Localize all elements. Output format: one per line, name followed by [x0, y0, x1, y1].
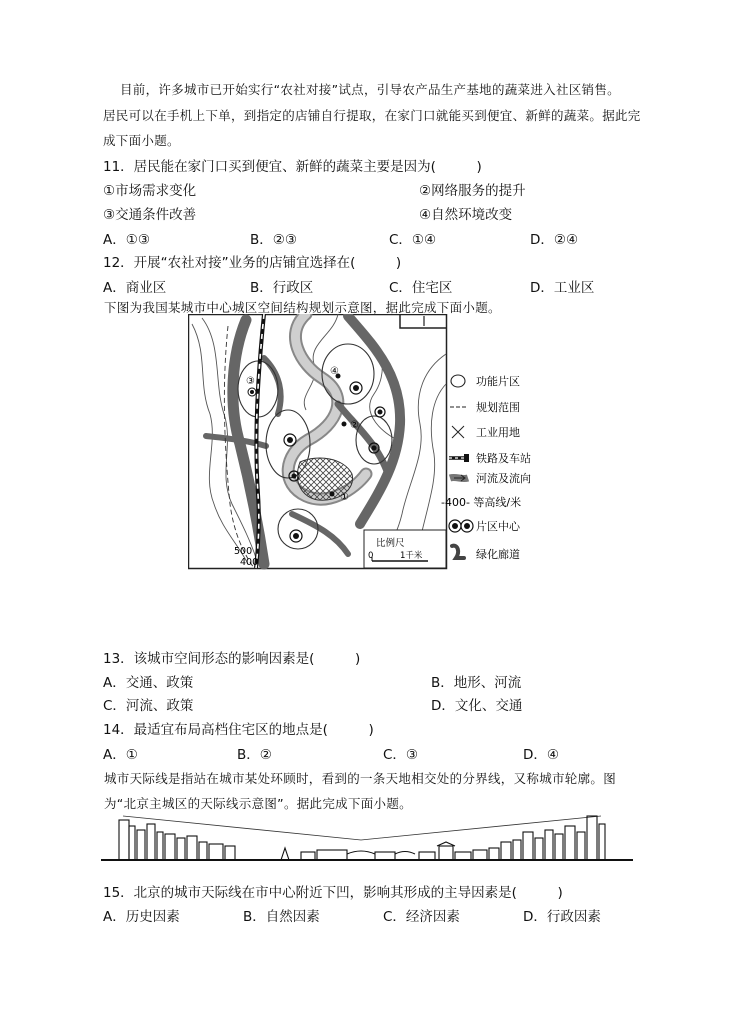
industrial-land-icon	[452, 426, 464, 438]
beijing-skyline-diagram	[101, 812, 633, 864]
city-structure-map	[188, 314, 536, 570]
river-flow-icon	[450, 475, 468, 481]
legend-functional-area: 功能片区	[476, 375, 520, 388]
q15-option-c: C．经济因素	[383, 909, 460, 925]
marker-2: ②	[350, 420, 359, 431]
map-legend	[441, 374, 531, 561]
marker-1: ①	[340, 492, 349, 503]
q14-stem: 14．最适宜布局高档住宅区的地点是( )	[103, 722, 374, 738]
q11-item-1: ①市场需求变化	[103, 183, 197, 199]
legend-contour: -400- 等高线/米	[441, 496, 522, 509]
functional-area-icon	[451, 375, 465, 387]
passage1-line3: 成下面小题。	[103, 133, 180, 148]
q15-option-b: B．自然因素	[243, 909, 320, 925]
q11-item-2: ②网络服务的提升	[419, 183, 526, 199]
scale-zero: 0	[368, 551, 374, 561]
green-corridor-icon	[452, 546, 464, 558]
q14-option-b: B．②	[237, 747, 272, 763]
q11-option-d: D．②④	[530, 232, 579, 248]
q12-option-b: B．行政区	[250, 280, 314, 296]
q13-option-b: B．地形、河流	[431, 675, 522, 691]
legend-green-corridor: 绿化廊道	[476, 548, 520, 561]
scale-unit: 1千米	[400, 551, 423, 561]
q13-option-a: A．交通、政策	[103, 675, 194, 691]
q11-stem: 11．居民能在家门口买到便宜、新鲜的蔬菜主要是因为( )	[103, 159, 482, 175]
q14-option-a: A．①	[103, 747, 138, 763]
passage3-line2: 为“北京主城区的天际线示意图”。据此完成下面小题。	[104, 796, 412, 811]
q11-option-a: A．①③	[103, 232, 150, 248]
q14-option-d: D．④	[523, 747, 559, 763]
legend-river: 河流及流向	[476, 472, 531, 485]
q13-option-c: C．河流、政策	[103, 698, 194, 714]
legend-district-center: 片区中心	[476, 520, 520, 533]
q11-item-4: ④自然环境改变	[419, 207, 513, 223]
contour-label-400: 400	[240, 557, 259, 568]
q13-option-d: D．文化、交通	[431, 698, 523, 714]
legend-planning-boundary: 规划范围	[476, 401, 520, 414]
q15-option-a: A．历史因素	[103, 909, 180, 925]
q11-option-c: C．①④	[389, 232, 437, 248]
passage1-line2: 居民可以在手机上下单，到指定的店铺自行提取，在家门口就能买到便宜、新鲜的蔬菜。据此完	[103, 108, 641, 123]
legend-railway: 铁路及车站	[476, 452, 531, 465]
q13-stem: 13．该城市空间形态的影响因素是( )	[103, 651, 361, 667]
marker-4: ④	[330, 366, 339, 377]
legend-industrial-land: 工业用地	[476, 426, 520, 439]
q11-option-b: B．②③	[250, 232, 297, 248]
marker-3: ③	[246, 376, 255, 387]
district-center-legend-icon	[449, 520, 473, 532]
scale-title: 比例尺	[376, 538, 405, 549]
q12-option-c: C．住宅区	[389, 280, 453, 296]
q15-option-d: D．行政因素	[523, 909, 601, 925]
passage3-line1: 城市天际线是指站在城市某处环顾时，看到的一条天地相交处的分界线，又称城市轮廓。图	[104, 771, 617, 786]
q12-option-a: A．商业区	[103, 280, 167, 296]
contour-label-500: 500	[234, 546, 253, 557]
passage2-line1: 下图为我国某城市中心城区空间结构规划示意图，据此完成下面小题。	[104, 300, 501, 315]
q12-stem: 12．开展“农社对接”业务的店铺宜选择在( )	[103, 255, 402, 271]
q15-stem: 15．北京的城市天际线在市中心附近下凹，影响其形成的主导因素是( )	[103, 885, 563, 901]
scale-bar	[364, 530, 446, 568]
q11-item-3: ③交通条件改善	[103, 207, 197, 223]
passage1-line1: 目前，许多城市已开始实行“农社对接”试点，引导农产品生产基地的蔬菜进入社区销售。	[120, 82, 620, 97]
railway-station-icon	[449, 454, 469, 462]
q14-option-c: C．③	[383, 747, 419, 763]
q12-option-d: D．工业区	[530, 280, 595, 296]
